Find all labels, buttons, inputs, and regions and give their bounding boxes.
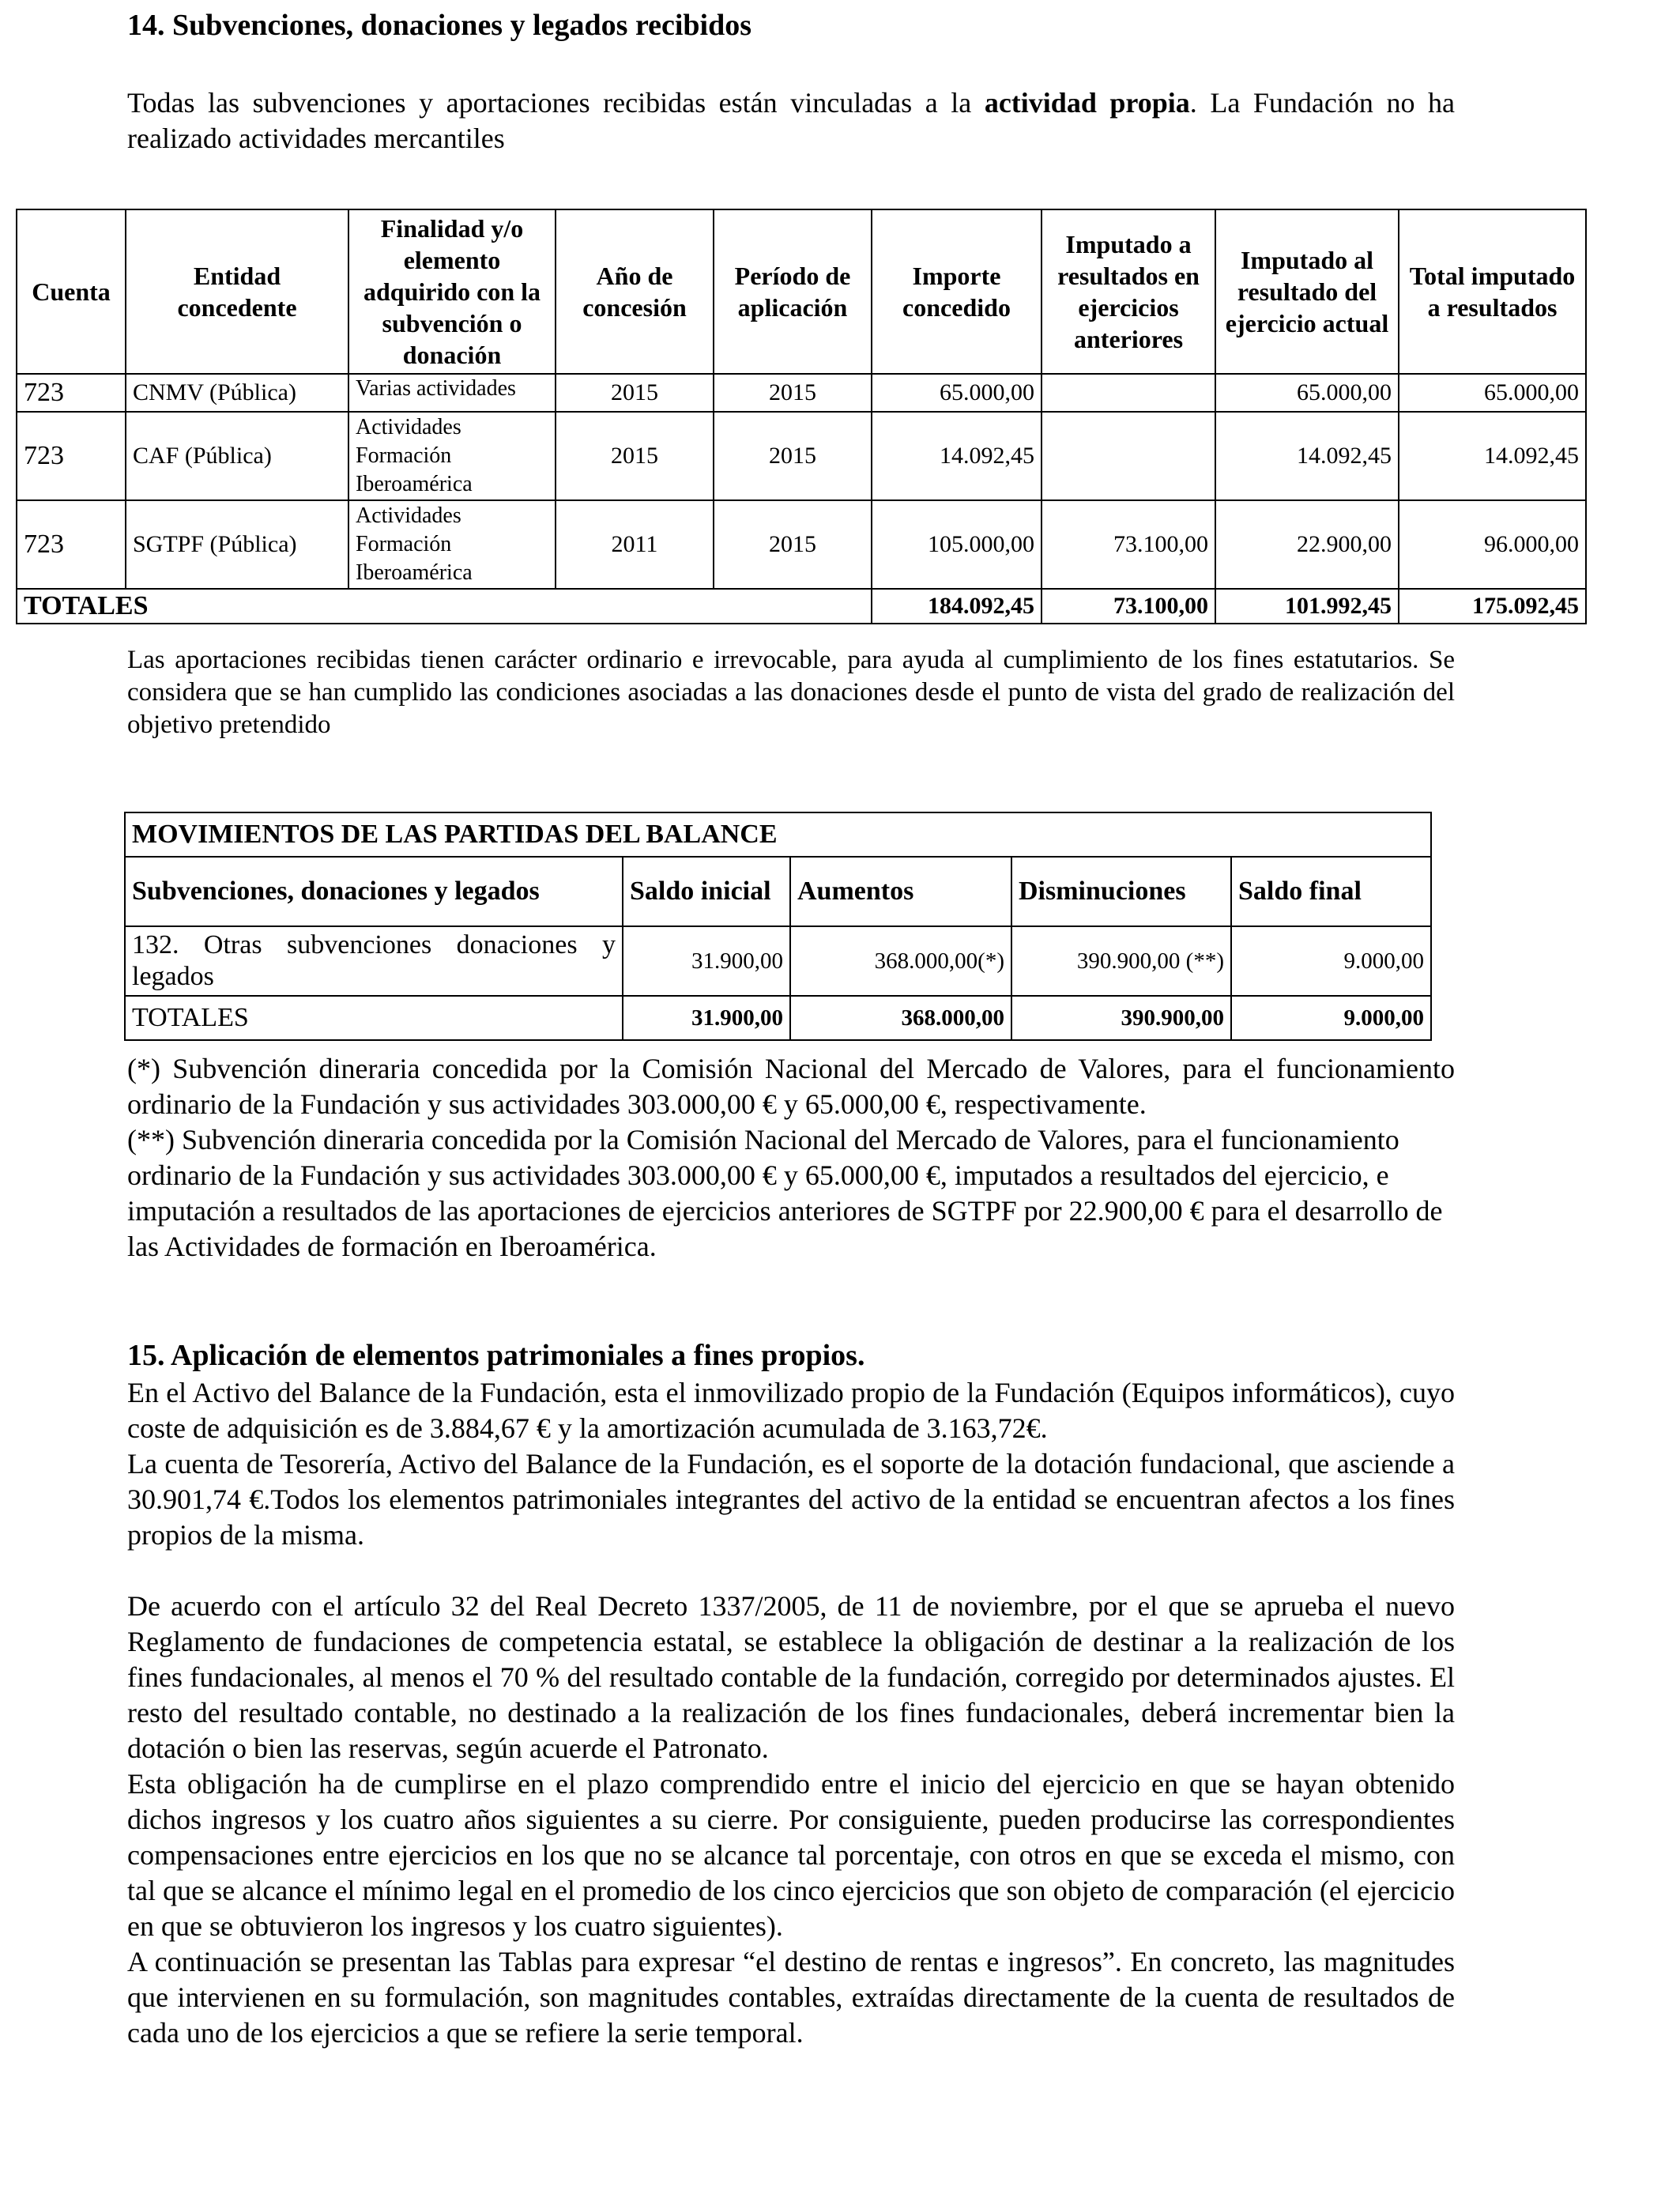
cell-entidad: SGTPF (Pública) bbox=[126, 500, 348, 589]
cell-imputado-anteriores bbox=[1042, 412, 1215, 500]
intro-text-end: . La Fundación no ha realizado actividades mercantiles bbox=[127, 87, 1455, 154]
cell-total: 96.000,00 bbox=[1399, 500, 1586, 589]
cell-anio: 2015 bbox=[556, 412, 714, 500]
col-header-cuenta: Cuenta bbox=[17, 209, 126, 374]
section-14-intro bbox=[127, 85, 1455, 156]
cell-cuenta: 723 bbox=[17, 374, 126, 412]
balance-title: MOVIMIENTOS DE LAS PARTIDAS DEL BALANCE bbox=[125, 812, 1431, 857]
balance-totals-saldo-inicial: 31.900,00 bbox=[623, 996, 790, 1040]
cell-total: 65.000,00 bbox=[1399, 374, 1586, 412]
contributions-note: Las aportaciones recibidas tienen carácter ordinario e irrevocable, para ayuda al cumplimiento de los fines estatutarios. Se considera que se han cumplido las condiciones asociadas a las donaciones desde el punto de vista del grado de realización del objetivo pretendido bbox=[127, 646, 1455, 739]
totals-total: 175.092,45 bbox=[1399, 589, 1586, 624]
col-header-imputado-actual: Imputado al resultado del ejercicio actual bbox=[1215, 209, 1399, 374]
balance-totals-saldo-final: 9.000,00 bbox=[1231, 996, 1431, 1040]
footnote-2: (**) Subvención dineraria concedida por la Comisión Nacional del Mercado de Valores, para el funcionamiento ordinario de la Fundación y sus actividades 303.000,00 € y 65.000,00 €, imputados a resultados del ejercicio, e imputación a resultados de las aportaciones de ejercicios anteriores de SGTPF por 22.900,00 € para el desarrollo de las Actividades de formación en Iberoamérica. bbox=[127, 1124, 1443, 1262]
cell-imputado-actual: 22.900,00 bbox=[1215, 500, 1399, 589]
cell-anio: 2015 bbox=[556, 374, 714, 412]
cell-periodo: 2015 bbox=[714, 374, 872, 412]
footnote-1: (*) Subvención dineraria concedida por la Comisión Nacional del Mercado de Valores, para el funcionamiento ordinario de la Fundación y sus actividades 303.000,00 € y 65.000,00 €, respectivamente. bbox=[127, 1053, 1455, 1120]
col-header-periodo: Período de aplicación bbox=[714, 209, 872, 374]
cell-importe: 105.000,00 bbox=[872, 500, 1042, 589]
table-row bbox=[125, 926, 1431, 996]
cell-anio: 2011 bbox=[556, 500, 714, 589]
balance-title-row bbox=[125, 812, 1431, 857]
cell-entidad: CAF (Pública) bbox=[126, 412, 348, 500]
col-header-saldo-inicial: Saldo inicial bbox=[623, 857, 790, 926]
totals-imputado-anteriores: 73.100,00 bbox=[1042, 589, 1215, 624]
table-row bbox=[17, 374, 1586, 412]
cell-imputado-anteriores bbox=[1042, 374, 1215, 412]
cell-finalidad: Varias actividades bbox=[348, 374, 556, 412]
cell-aumentos: 368.000,00(*) bbox=[790, 926, 1011, 996]
cell-periodo: 2015 bbox=[714, 412, 872, 500]
col-header-aumentos: Aumentos bbox=[790, 857, 1011, 926]
table-row bbox=[17, 500, 1586, 589]
section-15-paragraph-5: A continuación se presentan las Tablas para expresar “el destino de rentas e ingresos”. En concreto, las magnitudes que intervienen en su formulación, son magnitudes contables, extraídas directamente de la cuenta de resultados de cada uno de los ejercicios a que se refiere la serie temporal. bbox=[127, 1946, 1455, 2049]
cell-imputado-actual: 65.000,00 bbox=[1215, 374, 1399, 412]
cell-imputado-actual: 14.092,45 bbox=[1215, 412, 1399, 500]
col-header-importe: Importe concedido bbox=[872, 209, 1042, 374]
cell-importe: 65.000,00 bbox=[872, 374, 1042, 412]
balance-movements-table bbox=[124, 812, 1432, 1041]
section-15-paragraph-2: La cuenta de Tesorería, Activo del Balance de la Fundación, es el soporte de la dotación fundacional, que asciende a 30.901,74 €.Todos los elementos patrimoniales integrantes del activo de la entidad se encuentran afectos a los fines propios de la misma. bbox=[127, 1448, 1455, 1551]
cell-imputado-anteriores: 73.100,00 bbox=[1042, 500, 1215, 589]
subsidies-table bbox=[16, 209, 1587, 624]
cell-finalidad: Actividades Formación Iberoamérica bbox=[348, 412, 556, 500]
col-header-disminuciones: Disminuciones bbox=[1011, 857, 1231, 926]
cell-importe: 14.092,45 bbox=[872, 412, 1042, 500]
col-header-total: Total imputado a resultados bbox=[1399, 209, 1586, 374]
col-header-partida: Subvenciones, donaciones y legados bbox=[125, 857, 623, 926]
table-totals-row bbox=[17, 589, 1586, 624]
totals-spacer bbox=[556, 589, 872, 624]
section-15-paragraph-3: De acuerdo con el artículo 32 del Real Decreto 1337/2005, de 11 de noviembre, por el que se aprueba el nuevo Reglamento de fundaciones de competencia estatal, se establece la obligación de destinar a la realización de los fines fundacionales, al menos el 70 % del resultado contable de la fundación, corregido por determinados ajustes. El resto del resultado contable, no destinado a la realización de los fines fundacionales, deberá incrementar bien la dotación o bien las reservas, según acuerde el Patronato. bbox=[127, 1590, 1455, 1764]
section-15-paragraph-4: Esta obligación ha de cumplirse en el plazo comprendido entre el inicio del ejercicio en que se hayan obtenido dichos ingresos y los cuatro años siguientes a su cierre. Por consiguiente, pueden producirse las correspondientes compensaciones entre ejercicios en los que no se alcance tal porcentaje, con otros en que se exceda el mismo, con tal que se alcance el mínimo legal en el promedio de los cinco ejercicios que son objeto de comparación (el ejercicio en que se obtuvieron los ingresos y los cuatro siguientes). bbox=[127, 1768, 1455, 1942]
col-header-saldo-final: Saldo final bbox=[1231, 857, 1431, 926]
cell-total: 14.092,45 bbox=[1399, 412, 1586, 500]
col-header-entidad: Entidad concedente bbox=[126, 209, 348, 374]
cell-saldo-final: 9.000,00 bbox=[1231, 926, 1431, 996]
cell-cuenta: 723 bbox=[17, 500, 126, 589]
cell-partida: 132. Otras subvenciones donaciones y legados bbox=[125, 926, 623, 996]
section-14-title: 14. Subvenciones, donaciones y legados recibidos bbox=[127, 9, 752, 42]
cell-cuenta: 723 bbox=[17, 412, 126, 500]
totals-importe: 184.092,45 bbox=[872, 589, 1042, 624]
col-header-finalidad: Finalidad y/o elemento adquirido con la subvención o donación bbox=[348, 209, 556, 374]
col-header-anio: Año de concesión bbox=[556, 209, 714, 374]
cell-periodo: 2015 bbox=[714, 500, 872, 589]
section-15-paragraph-1: En el Activo del Balance de la Fundación, esta el inmovilizado propio de la Fundación (Equipos informáticos), cuyo coste de adquisición es de 3.884,67 € y la amortización acumulada de 3.163,72€. bbox=[127, 1377, 1455, 1444]
balance-totals-label: TOTALES bbox=[125, 996, 623, 1040]
balance-totals-row bbox=[125, 996, 1431, 1040]
balance-header-row bbox=[125, 857, 1431, 926]
cell-disminuciones: 390.900,00 (**) bbox=[1011, 926, 1231, 996]
balance-totals-disminuciones: 390.900,00 bbox=[1011, 996, 1231, 1040]
section-15-title: 15. Aplicación de elementos patrimoniales a fines propios. bbox=[127, 1339, 865, 1372]
intro-text-start: Todas las subvenciones y aportaciones recibidas están vinculadas a la bbox=[127, 87, 985, 119]
cell-saldo-inicial: 31.900,00 bbox=[623, 926, 790, 996]
totals-label: TOTALES bbox=[17, 589, 556, 624]
table-header-row bbox=[17, 209, 1586, 374]
col-header-imputado-anteriores: Imputado a resultados en ejercicios anteriores bbox=[1042, 209, 1215, 374]
table-row bbox=[17, 412, 1586, 500]
balance-totals-aumentos: 368.000,00 bbox=[790, 996, 1011, 1040]
totals-imputado-actual: 101.992,45 bbox=[1215, 589, 1399, 624]
cell-entidad: CNMV (Pública) bbox=[126, 374, 348, 412]
cell-finalidad: Actividades Formación Iberoamérica bbox=[348, 500, 556, 589]
intro-text-bold: actividad propia bbox=[984, 87, 1190, 119]
